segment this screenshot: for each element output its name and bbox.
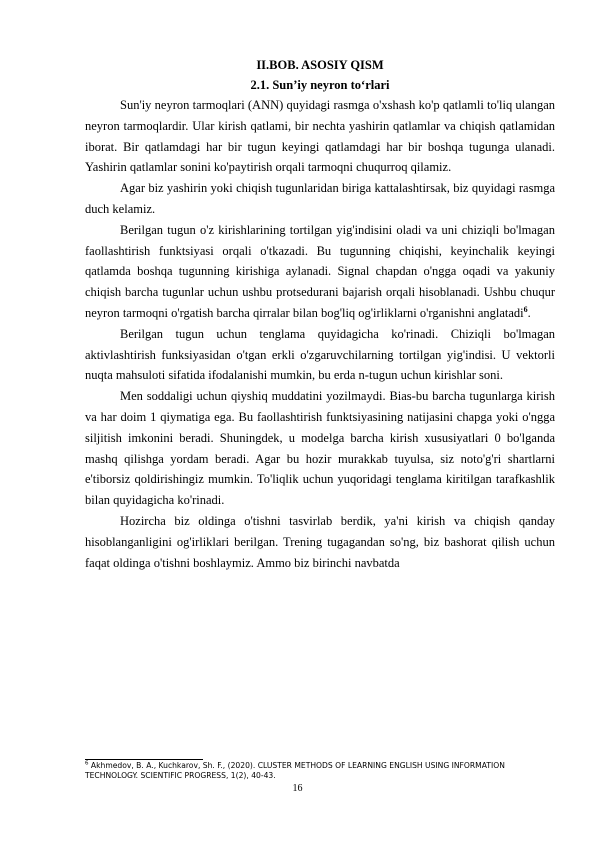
footnote-divider	[85, 759, 203, 760]
paragraph-2: Agar biz yashirin yoki chiqish tugunlaridan biriga kattalashtirsak, biz quyidagi rasmga duch kelamiz.	[85, 181, 555, 216]
section-title: 2.1. Sun’iy neyron to‘rlari	[250, 78, 390, 92]
paragraph-5: Men soddaligi uchun qiyshiq muddatini yozilmaydi. Bias-bu barcha tugunlarga kirish va har doim 1 qiymatiga ega. Bu faollashtirish funktsiyasining natijasini chapga yoki o'ngga siljitish imkonini beradi. Shuningdek, u modelga barcha kirish xususiyatlari 0 bo'lganda mashq qilishga yordam beradi. Agar bu hozir murakkab tuyulsa, siz noto'g'ri shartlarni e'tiborsiz qoldirishingiz mumkin. To'liqlik uchun yuqoridagi tenglama kiritilgan tarafkashlik bilan quyidagicha ko'rinadi.	[85, 389, 555, 508]
footnote	[85, 761, 555, 780]
page-number: 16	[292, 783, 303, 794]
paragraph-6: Hozircha biz oldinga o'tishni tasvirlab berdik, ya'ni kirish va chiqish qanday hisoblanganligini og'irliklari berilgan. Trening tugagandan so'ng, biz bashorat qilish uchun faqat oldinga o'tishni boshlaymiz. Ammo biz birinchi navbatda	[85, 513, 555, 570]
paragraph-4: Berilgan tugun uchun tenglama quyidagicha ko'rinadi. Chiziqli bo'lmagan aktivlashtirish funksiyasidan o'tgan erkli o'zgaruvchilarning tortilgan yig'indisi. U vektorli nuqta mahsuloti sifatida ifodalanishi mumkin, bu erda n-tugun uchun kirishlar soni.	[85, 326, 555, 383]
footnote-reference[interactable]: 6	[523, 304, 528, 314]
paragraph-3-text: Berilgan tugun o'z kirishlarining tortilgan yig'indisini oladi va uni chiziqli bo'lmagan faollashtirish funktsiyasi orqali o'tkazadi. Bu tugunning chiqishi, keyinchalik keyingi qatlamda boshqa tugunning kirishiga aylanadi. Signal chapdan o'ngga oqadi va yakuniy chiqish barcha tugunlar uchun ushbu protsedurani bajarish orqali hisoblanadi. Ushbu chuqur neyron tarmoqni o'rgatish barcha qirralar bilan bog'liq og'irliklarni o'rganishni anglatadi	[85, 222, 555, 320]
page-body	[85, 55, 555, 573]
footnote-marker: 6	[85, 760, 89, 767]
chapter-title: II.BOB. ASOSIY QISM	[256, 58, 384, 72]
paragraph-3	[85, 220, 555, 324]
paragraph-3-end: .	[527, 305, 531, 320]
footnote-text: Akhmedov, B. A., Kuchkarov, Sh. F., (2020). CLUSTER METHODS OF LEARNING ENGLISH USING INFORMATION TECHNOLOGY. SCIENTIFIC PROGRESS, 1(2), 40-43.	[85, 761, 505, 780]
paragraph-1: Sun'iy neyron tarmoqlari (ANN) quyidagi rasmga o'xshash ko'p qatlamli to'liq ulangan neyron tarmoqlardir. Ular kirish qatlami, bir nechta yashirin qatlamlar va chiqish qatlamidan iborat. Bir qatlamdagi har bir tugun keyingi qatlamdagi har bir boshqa tugunga ulanadi. Yashirin qatlamlar sonini ko'paytirish orqali tarmoqni chuqurroq qilamiz.	[85, 98, 555, 175]
